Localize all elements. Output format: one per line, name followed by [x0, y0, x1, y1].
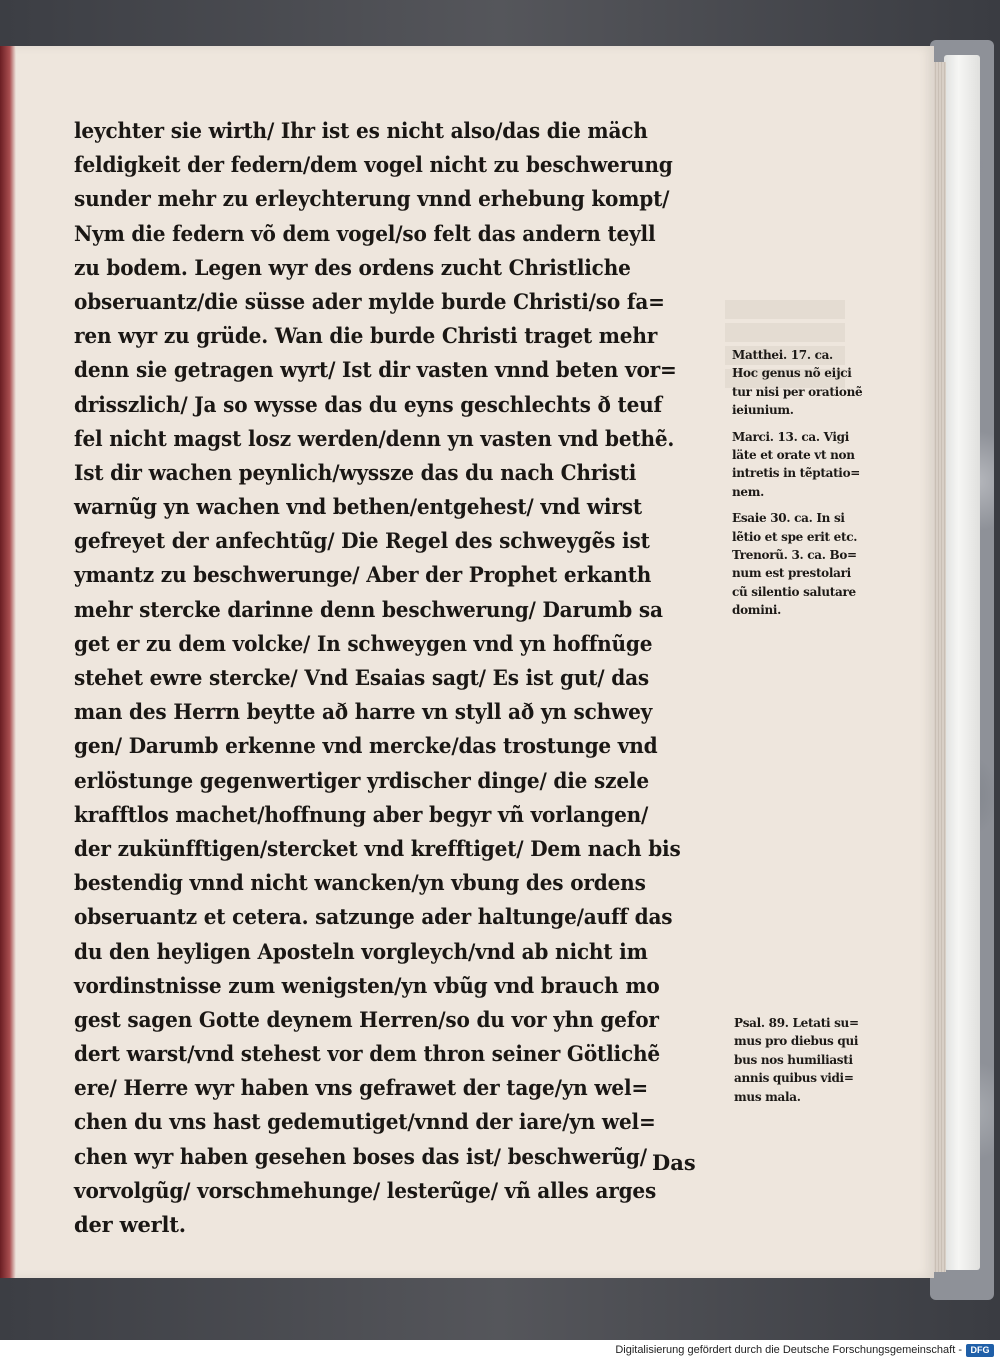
text-line: warnũg yn wachen vnd bethen/entgehest/ vnd wirst: [74, 494, 642, 520]
dfg-logo: DFG: [966, 1344, 994, 1357]
main-text-block: [74, 114, 744, 1242]
text-line: ren wyr zu grüde. Wan die burde Christi traget mehr: [74, 323, 658, 349]
psalm-note-line: bus nos humiliasti: [734, 1052, 853, 1067]
margin-note-line: Hoc genus nõ eĳci: [732, 366, 852, 381]
text-line: vorvolgũg/ vorschmehunge/ lesterũge/ vñ alles arges: [74, 1177, 657, 1203]
text-line: obseruantz/die süsse ader mylde burde Christi/so fa=: [74, 288, 665, 314]
margin-note: [732, 428, 932, 502]
text-line: zu bodem. Legen wyr des ordens zucht Christliche: [74, 254, 631, 280]
footer-bar: [0, 1340, 1000, 1361]
catchword: Das: [652, 1150, 696, 1175]
margin-note-line: nem.: [732, 484, 765, 499]
margin-note-line: intretis in tẽptatio=: [732, 466, 861, 481]
text-line: der werlt.: [74, 1212, 186, 1237]
text-line: stehet ewre stercke/ Vnd Esaias sagt/ Es ist gut/ das: [74, 665, 649, 690]
text-line: dert warst/vnd stehest vor dem thron seiner Götlichẽ: [74, 1041, 660, 1067]
psalm-note-line: mus mala.: [734, 1089, 801, 1104]
text-line: du den heyligen Aposteln vorgleych/vnd ab nicht im: [74, 938, 648, 964]
psalm-note-line: annis quibus vidi=: [734, 1071, 854, 1086]
text-line: Ist dir wachen peynlich/wyssze das du nach Christi: [74, 459, 637, 485]
text-line: feldigkeit der federn/dem vogel nicht zu beschwerung: [74, 152, 673, 178]
margin-note-line: tur nisi per orationẽ: [732, 384, 863, 399]
text-line: erlöstunge gegenwertiger yrdischer dinge/ die szele: [74, 767, 649, 793]
text-line: der zukünfftigen/stercket vnd krefftiget/ Dem nach bis: [74, 835, 681, 861]
text-line: chen wyr haben gesehen boses das ist/ beschwerũg/: [74, 1143, 647, 1169]
psalm-note-line: mus pro diebus qui: [734, 1034, 859, 1049]
text-line: gest sagen Gotte deynem Herren/so du vor yhn gefor: [74, 1006, 659, 1032]
text-line: man des Herrn beytte að harre vn styll að yn schwey: [74, 699, 653, 725]
text-line: ere/ Herre wyr haben vns gefrawet der tage/yn wel=: [74, 1075, 649, 1101]
text-line: obseruantz et cetera. satzunge ader haltunge/auff das: [74, 904, 673, 930]
psalm-margin-note: [734, 1014, 934, 1106]
text-line: chen du vns hast gedemutiget/vnnd der iare/yn wel=: [74, 1109, 656, 1135]
text-line: krafftlos machet/hoffnung aber begyr vñ vorlangen/: [74, 801, 649, 827]
margin-note-line: ieiunium.: [732, 403, 794, 418]
text-line: ymantz zu beschwerunge/ Aber der Prophet erkanth: [74, 562, 652, 588]
margin-note-line: läte et orate vt non: [732, 448, 855, 463]
margin-note-line: cũ silentio salutare: [732, 584, 856, 599]
margin-note-line: Marci. 13. ca. Vigi: [732, 429, 850, 444]
psalm-note-line: Psal. 89. Letati su=: [734, 1016, 859, 1030]
text-line: mehr stercke darinne denn beschwerung/ Darumb sa: [74, 596, 663, 622]
text-line: fel nicht magst losz werden/denn yn vasten vnd bethẽ.: [74, 425, 675, 451]
text-line: gefreyet der anfechtũg/ Die Regel des schweygẽs ist: [74, 528, 650, 554]
text-line: drisszlich/ Ja so wysse das du eyns geschlechts ð teuf: [74, 391, 662, 417]
text-line: sunder mehr zu erleychterung vnnd erhebung kompt/: [74, 186, 670, 212]
text-line: vordinstnisse zum wenigsten/yn vbũg vnd brauch mo: [74, 972, 660, 998]
margin-note-line: Trenorũ. 3. ca. Bo=: [732, 548, 857, 563]
margin-note-line: Matthei. 17. ca.: [732, 348, 833, 362]
text-line: get er zu dem volcke/ In schweygen vnd yn hoffnũge: [74, 630, 653, 656]
red-spine: [0, 46, 16, 1278]
margin-note-line: lẽtio et spe erit etc.: [732, 529, 858, 544]
margin-note-line: domini.: [732, 603, 782, 618]
text-line: leychter sie wirth/ Ihr ist es nicht also/das die mäch: [74, 118, 648, 143]
funding-notice: Digitalisierung gefördert durch die Deutsche Forschungsgemeinschaft -: [615, 1344, 962, 1356]
text-line: bestendig vnnd nicht wancken/yn vbung des ordens: [74, 870, 646, 896]
margin-note-line: Esaie 30. ca. In si: [732, 511, 845, 526]
margin-note-line: num est prestolari: [732, 566, 851, 581]
book-edge: [944, 55, 980, 1270]
margin-notes: [732, 346, 932, 628]
text-line: Nym die federn võ dem vogel/so felt das andern teyll: [74, 220, 656, 246]
margin-note: [732, 509, 932, 619]
text-line: denn sie getragen wyrt/ Ist dir vasten vnnd beten vor=: [74, 357, 677, 383]
margin-note: [732, 346, 932, 420]
text-line: gen/ Darumb erkenne vnd mercke/das trostunge vnd: [74, 733, 658, 759]
